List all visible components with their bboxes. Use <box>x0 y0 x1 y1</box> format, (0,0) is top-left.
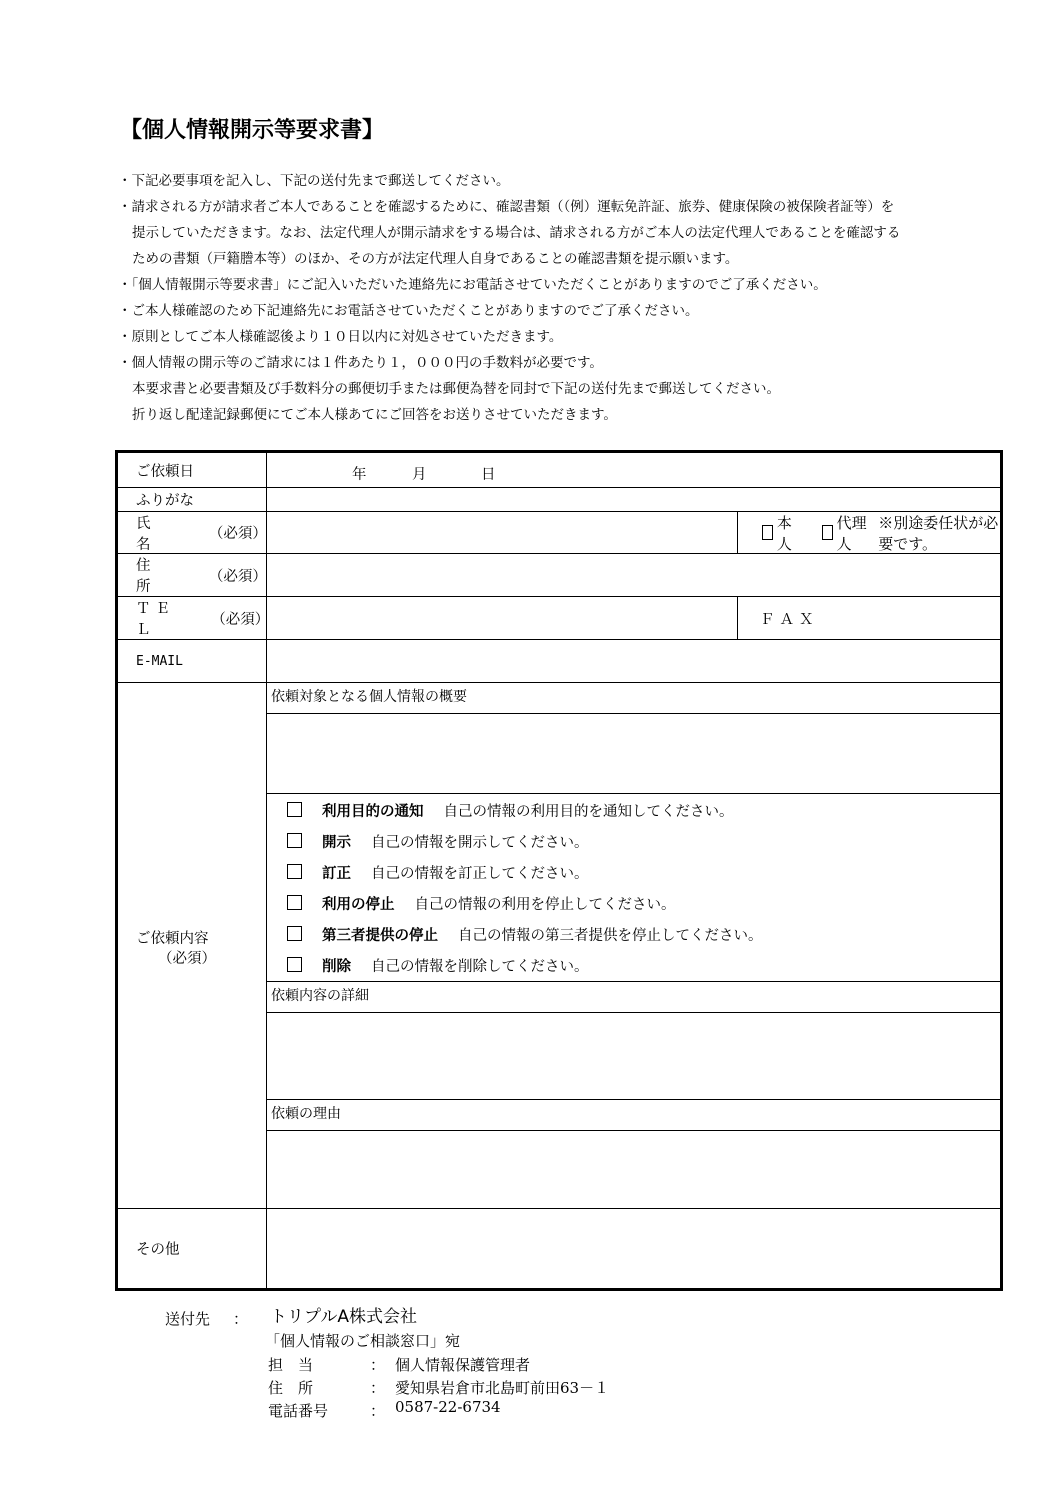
option-checkbox[interactable] <box>287 833 302 848</box>
request-form <box>115 450 1003 1291</box>
reason-title-cell <box>267 1100 1000 1131</box>
address-label: 住 所 <box>136 558 165 595</box>
request-label: ご依頼内容 <box>136 931 209 947</box>
other-row <box>118 1209 1000 1288</box>
request-row <box>118 683 1000 1209</box>
other-label: その他 <box>118 1209 267 1288</box>
instructions <box>118 170 998 430</box>
colon: ： <box>370 1356 386 1374</box>
address-key: 住 所 <box>268 1379 314 1397</box>
request-option <box>287 924 763 945</box>
option-name: 削除 <box>322 958 351 975</box>
summary-title-cell <box>267 683 1000 714</box>
name-label: 氏 名 <box>136 515 165 553</box>
agent-label: 代理人 <box>836 513 867 553</box>
colon: ： <box>370 1379 386 1397</box>
required-mark: （必須） <box>211 611 270 628</box>
required-mark: （必須） <box>208 568 267 585</box>
month-label: 月 <box>412 467 427 483</box>
furigana-field[interactable] <box>267 488 1000 511</box>
address-value: 愛知県岩倉市北島町前田63－１ <box>395 1379 610 1397</box>
contact-person-value: 個人情報保護管理者 <box>395 1356 531 1374</box>
tel-field[interactable] <box>267 597 1000 639</box>
email-field[interactable] <box>267 640 1000 682</box>
detail-title-cell <box>267 982 1000 1013</box>
option-description: 自己の情報の第三者提供を停止してください。 <box>458 928 763 944</box>
page-title: 【個人情報開示等要求書】 <box>120 117 385 143</box>
colon: ： <box>370 1402 386 1420</box>
option-description: 自己の情報を開示してください。 <box>371 835 589 851</box>
company-name: トリプルA株式会社 <box>270 1307 417 1327</box>
option-description: 自己の情報の利用を停止してください。 <box>414 897 676 913</box>
instruction-line: ・「個人情報開示等要求書」にご記入いただいた連絡先にお電話させていただくことがありますのでご了承ください。 <box>118 277 827 293</box>
year-label: 年 <box>352 467 367 483</box>
option-checkbox[interactable] <box>287 864 302 879</box>
option-checkbox[interactable] <box>287 957 302 972</box>
date-row <box>118 453 1000 488</box>
address-field[interactable] <box>267 554 1000 596</box>
phone-value: 0587-22-6734 <box>395 1398 501 1416</box>
attention-line: 「個人情報のご相談窓口」宛 <box>265 1332 461 1350</box>
agent-checkbox[interactable] <box>822 525 833 540</box>
address-label-cell <box>118 554 267 596</box>
required-mark: （必須） <box>208 526 267 542</box>
name-field[interactable] <box>267 512 1000 553</box>
option-description: 自己の情報を削除してください。 <box>371 959 589 975</box>
address-row <box>118 554 1000 597</box>
option-description: 自己の情報の利用目的を通知してください。 <box>443 804 734 820</box>
fax-label: ＦＡＸ <box>760 611 819 628</box>
detail-title: 依頼内容の詳細 <box>271 988 369 1004</box>
option-name: 第三者提供の停止 <box>322 927 438 944</box>
request-option <box>287 893 676 914</box>
instruction-line: ・請求される方が請求者ご本人であることを確認するために、確認書類（（例）運転免許証、旅券、健康保険の被保険者証等）を <box>118 199 895 215</box>
tel-label-cell <box>118 597 270 639</box>
request-option <box>287 955 589 976</box>
date-label: ご依頼日 <box>118 453 267 487</box>
phone-key: 電話番号 <box>268 1402 329 1420</box>
detail-field[interactable] <box>267 1013 1000 1100</box>
contact-person-key: 担 当 <box>268 1356 314 1374</box>
request-option <box>287 800 734 821</box>
instruction-line: ・下記必要事項を記入し、下記の送付先まで郵送してください。 <box>118 173 510 189</box>
instruction-line: ・原則としてご本人様確認後より１０日以内に対処させていただきます。 <box>118 329 563 345</box>
other-field[interactable] <box>267 1209 1000 1288</box>
instruction-line: ・個人情報の開示等のご請求には１件あたり１，０００円の手数料が必要です。 <box>118 355 603 371</box>
instruction-line: ・ご本人様確認のため下記連絡先にお電話させていただくことがありますのでご了承ください。 <box>118 303 699 319</box>
options-area <box>267 794 1000 982</box>
instruction-line: 折り返し配達記録郵便にてご本人様あてにご回答をお送りさせていただきます。 <box>132 407 617 423</box>
reason-title: 依頼の理由 <box>271 1106 341 1122</box>
request-label-cell <box>118 683 267 1208</box>
furigana-row <box>118 488 1000 512</box>
applicant-type <box>762 512 1000 553</box>
date-field[interactable] <box>267 453 1000 487</box>
reason-field[interactable] <box>267 1131 1000 1209</box>
option-name: 開示 <box>322 834 351 851</box>
option-description: 自己の情報を訂正してください。 <box>371 866 589 882</box>
day-label: 日 <box>481 467 496 483</box>
colon: ： <box>233 1310 249 1328</box>
furigana-label: ふりがな <box>118 488 267 511</box>
instruction-line: 提示していただきます。なお、法定代理人が開示請求をする場合は、請求される方がご本人の法定代理人であることを確認する <box>132 225 901 241</box>
self-checkbox[interactable] <box>762 525 773 540</box>
name-label-cell <box>118 512 267 553</box>
option-name: 利用目的の通知 <box>322 803 424 820</box>
option-checkbox[interactable] <box>287 926 302 941</box>
tel-label: ＴＥＬ <box>136 601 175 638</box>
option-name: 訂正 <box>322 865 351 882</box>
email-label: E-MAIL <box>118 640 267 682</box>
request-required: （必須） <box>158 951 216 967</box>
agent-note: ※別途委任状が必要です。 <box>878 513 999 553</box>
tel-row <box>118 597 1000 640</box>
request-option <box>287 862 589 883</box>
instruction-line: 本要求書と必要書類及び手数料分の郵便切手または郵便為替を同封で下記の送付先まで郵送してください。 <box>132 381 780 397</box>
instruction-line: ための書類（戸籍謄本等）のほか、その方が法定代理人自身であることの確認書類を提示願います。 <box>132 251 739 267</box>
option-checkbox[interactable] <box>287 895 302 910</box>
name-row <box>118 512 1000 554</box>
request-option <box>287 831 589 852</box>
summary-title: 依頼対象となる個人情報の概要 <box>271 689 467 705</box>
option-checkbox[interactable] <box>287 802 302 817</box>
send-to-label: 送付先 <box>165 1310 211 1328</box>
summary-field[interactable] <box>267 714 1000 794</box>
email-row <box>118 640 1000 683</box>
option-name: 利用の停止 <box>322 896 395 913</box>
self-label: 本人 <box>776 513 792 553</box>
